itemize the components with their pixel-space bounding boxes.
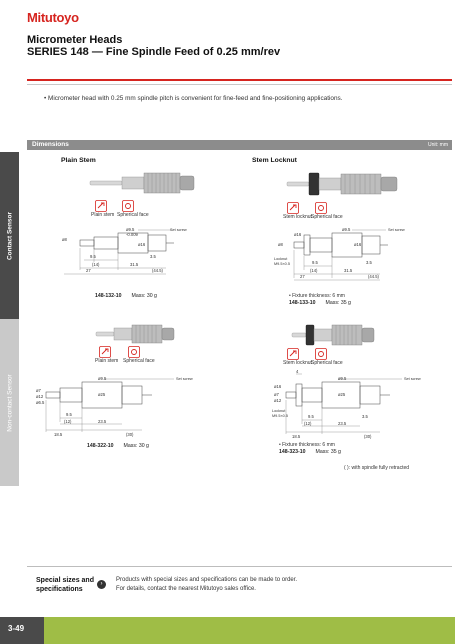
dim-shaft-dia-4: ø7 xyxy=(274,392,279,397)
dim-44-5-b: (44.5) xyxy=(368,274,379,279)
dim-stem-dia: ø9.5 xyxy=(126,227,135,232)
label-set-screw-4: Set screw xyxy=(404,377,421,381)
dim-shaft-dia: ø8 xyxy=(62,237,67,242)
dim-thimble-dia-2: ø16 xyxy=(354,242,362,247)
label-plain-stem: Plain stem xyxy=(91,212,115,218)
dim-14-b: (14) xyxy=(310,268,318,273)
special-sizes-title xyxy=(36,576,94,595)
label-set-screw-3: Set screw xyxy=(176,377,193,381)
dim-stem-dia-2: ø9.5 xyxy=(342,227,351,232)
special-text-line1: Products with special sizes and specifications can be made to order. xyxy=(116,577,298,583)
product-photo-148-133-10 xyxy=(285,170,410,198)
drawing-148-322-10 xyxy=(34,372,194,438)
label-stem-locknut-2: Stem locknut xyxy=(283,360,312,366)
dim-locknut-dia: ø16 xyxy=(294,232,302,237)
dim-30-c: (30) xyxy=(126,432,134,437)
product-148-323-10 xyxy=(279,449,341,455)
product-photo-148-323-10 xyxy=(290,322,378,348)
label-locknut-2: Locknut xyxy=(272,409,286,413)
mitutoyo-logo: Mitutoyo xyxy=(27,10,79,25)
label-set-screw-2: Set screw xyxy=(388,228,405,232)
special-text-line2: For details, contact the nearest Mitutoyo sales office. xyxy=(116,585,256,592)
model-code: 148-132-10 xyxy=(95,293,122,299)
plain-stem-badge-icon xyxy=(95,200,107,212)
side-tab-contact-label: Contact Sensor xyxy=(6,211,13,260)
product-photo-148-322-10 xyxy=(94,322,176,346)
bottom-divider xyxy=(27,566,452,567)
header-divider-red xyxy=(27,79,452,81)
model-mass: Mass: 30 g xyxy=(123,443,149,449)
dim-4: 4 xyxy=(296,369,299,374)
drawing-148-132-10 xyxy=(60,226,210,286)
page-number: 3-49 xyxy=(8,624,25,633)
stem-locknut-badge-icon xyxy=(287,202,299,214)
chevron-right-icon[interactable]: › xyxy=(97,580,106,589)
footer-band xyxy=(0,617,455,644)
product-photo-148-132-10 xyxy=(88,170,198,196)
dim-thimble-dia: ø16 xyxy=(138,242,146,247)
page-subtitle: SERIES 148 — Fine Spindle Feed of 0.25 mm/rev xyxy=(27,46,281,58)
label-spherical-face: Spherical face xyxy=(117,212,149,218)
product-148-132-10 xyxy=(95,293,157,299)
dim-shaft-dia-2: ø8 xyxy=(278,242,283,247)
dim-shaft-dia-3: ø7 xyxy=(36,388,41,393)
dim-thimble-dia-4: ø25 xyxy=(338,392,346,397)
spherical-face-badge-icon xyxy=(315,348,327,360)
spherical-face-badge-icon xyxy=(122,200,134,212)
dim-9-5: 9.5 xyxy=(90,254,96,259)
dim-27-b: 27 xyxy=(300,274,305,279)
dim-9-5-b: 9.5 xyxy=(312,260,318,265)
label-plain-stem-2: Plain stem xyxy=(95,358,119,364)
unit-label: Unit: mm xyxy=(428,142,448,148)
special-sizes-text xyxy=(116,576,297,593)
dim-12-c: (12) xyxy=(64,419,72,424)
side-tab-noncontact-sensor[interactable] xyxy=(0,319,19,486)
dim-stem-dia-4: ø9.5 xyxy=(338,376,347,381)
dim-9-5-c: 9.5 xyxy=(66,412,72,417)
dim-23-5-d: 23.5 xyxy=(338,421,347,426)
plain-stem-badge-icon xyxy=(99,346,111,358)
label-locknut-thread-2: M9.5×0.5 xyxy=(272,414,288,418)
note-fixture-thickness-2: • Fixture thickness: 6 mm xyxy=(279,442,335,448)
dim-3-5: 3.5 xyxy=(150,254,156,259)
special-title-line2: specifications xyxy=(36,586,83,594)
side-tab-contact-sensor[interactable] xyxy=(0,152,19,319)
page-title: Micrometer Heads xyxy=(27,34,123,46)
label-locknut: Locknut xyxy=(274,257,288,261)
drawing-148-323-10 xyxy=(272,370,432,440)
dimensions-bar xyxy=(27,140,452,150)
label-spherical-face-3: Spherical face xyxy=(123,358,155,364)
model-code: 148-322-10 xyxy=(87,443,114,449)
side-tab-noncontact-label: Non-contact Sensor xyxy=(6,373,13,432)
product-148-133-10 xyxy=(289,300,351,306)
dim-31-5-b: 31.5 xyxy=(344,268,353,273)
footnote: ( ): with spindle fully retracted xyxy=(344,465,410,471)
stem-locknut-badge-icon xyxy=(287,348,299,360)
label-set-screw-1: Set screw xyxy=(170,228,187,232)
dim-12-d: (12) xyxy=(304,421,312,426)
drawing-148-133-10 xyxy=(272,226,422,288)
dim-14: (14) xyxy=(92,262,100,267)
dim-body-dia-4: ø12 xyxy=(274,398,282,403)
dim-27: 27 xyxy=(86,268,91,273)
column-heading-plain-stem: Plain Stem xyxy=(61,157,96,164)
model-code: 148-323-10 xyxy=(279,449,306,455)
header-divider-grey xyxy=(27,84,452,85)
dim-locknut-dia-4: ø16 xyxy=(274,384,282,389)
model-code: 148-133-10 xyxy=(289,300,316,306)
dim-stem-dia-3: ø6.5 xyxy=(36,400,45,405)
product-148-322-10 xyxy=(87,443,149,449)
dim-30-d: (30) xyxy=(364,434,372,439)
dimensions-label: Dimensions xyxy=(32,141,69,148)
dim-18-5-d: 18.5 xyxy=(292,434,301,439)
dim-44-5: (44.5) xyxy=(152,268,163,273)
dim-31-5: 31.5 xyxy=(130,262,139,267)
column-heading-stem-locknut: Stem Locknut xyxy=(252,157,297,164)
label-locknut-thread: M9.5×0.5 xyxy=(274,262,290,266)
label-spherical-face-2: Spherical face xyxy=(311,214,343,220)
dim-thimble-dia-3: ø25 xyxy=(98,392,106,397)
dim-9-5-d: 9.5 xyxy=(308,414,314,419)
model-mass: Mass: 30 g xyxy=(131,293,157,299)
dim-3-5-b: 3.5 xyxy=(366,260,372,265)
dim-stem-dia-3b: ø9.5 xyxy=(98,376,107,381)
spherical-face-badge-icon xyxy=(315,202,327,214)
dim-body-dia-3: ø12 xyxy=(36,394,44,399)
model-mass: Mass: 35 g xyxy=(315,449,341,455)
dim-3-5-d: 3.5 xyxy=(362,414,368,419)
label-spherical-face-4: Spherical face xyxy=(311,360,343,366)
spherical-face-badge-icon xyxy=(128,346,140,358)
intro-bullet: • Micrometer head with 0.25 mm spindle pitch is convenient for fine-feed and fine-positioning applications. xyxy=(44,95,343,102)
label-stem-locknut: Stem locknut xyxy=(283,214,312,220)
dim-23-5-c: 23.5 xyxy=(98,419,107,424)
model-mass: Mass: 35 g xyxy=(325,300,351,306)
special-title-line1: Special sizes and xyxy=(36,577,94,584)
dim-stem-tol: -0.009 xyxy=(126,232,138,237)
dim-18-5-c: 18.5 xyxy=(54,432,63,437)
note-fixture-thickness-1: • Fixture thickness: 6 mm xyxy=(289,293,345,299)
